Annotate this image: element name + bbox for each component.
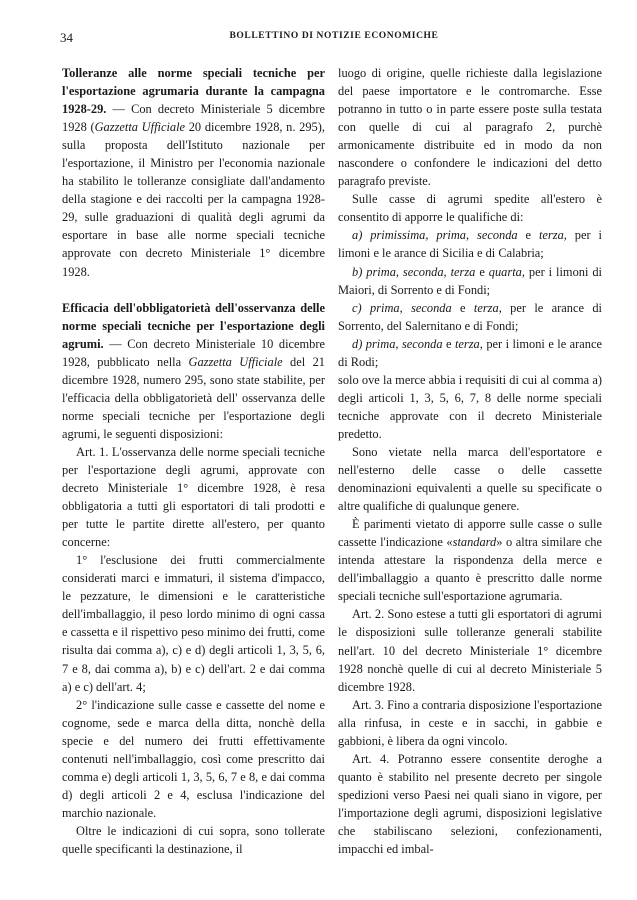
paragraph-origin: luogo di origine, quelle richieste dalla legislazione del paese importatore e le contromarche. Esse potranno in tutto o in parte essere poste sulla testata con quelle di cui al paragrafo 2, purchè armonicamente distribuite ed in modo da non nascondere o confondere le indicazioni del detto paragrafo previste.: [338, 66, 602, 189]
item-qualifiche: prima, seconda: [365, 336, 443, 351]
section-text: — Con decreto Ministeriale 5 dicembre 1928 (: [62, 102, 325, 135]
gazzetta-title: Gazzetta Ufficiale: [188, 354, 283, 369]
item-qualifica: terza,: [538, 228, 567, 243]
gazzetta-title: Gazzetta Ufficiale: [94, 120, 186, 135]
section-title: Efficacia dell'obbligatorietà dell'osservanza delle norme speciali tecniche per l'esportazione degli agrumi.: [62, 300, 325, 351]
qualifica-item-d: [338, 335, 602, 371]
left-column: [62, 64, 325, 858]
point-1: 1° l'esclusione dei frutti commercialmente considerati marci e immaturi, il sistema d'impacco, le pezzature, le dimensioni e le caratteristiche dell'imballaggio, il peso lordo minimo di ogni cassa e cassetta e il rispettivo peso minimo dei frutti, come risulta dai comma a), c) e d) degli articoli 1, 3, 5, 6, 7 e 8, dai comma a), b) e c) dell'art. 2 e dai comma a) e c) dell'art. 4;: [62, 553, 325, 694]
item-conj: e: [451, 300, 474, 315]
article-1: Art. 1. L'osservanza delle norme speciali tecniche per l'esportazione degli agrumi, approvate con decreto Ministeriale 1° dicembre 1928, è resa obbligatoria a tutti gli esportatori di tali prodotti e per tutte le partite dirette all'estero, per quanto concerne:: [62, 444, 325, 550]
item-text: per le arance di Sorrento, del Salernitano e di Fondi;: [338, 300, 602, 333]
item-conj: e: [517, 228, 539, 243]
paragraph-vietate: Sono vietate nella marca dell'esportatore e nell'esterno delle casse o delle cassette denominazioni equivalenti a quelle su specificate o altre qualifiche di qualunque genere.: [338, 444, 602, 514]
item-qualifica: terza,: [454, 336, 483, 351]
article-3: Art. 3. Fino a contraria disposizione l'esportazione alla rinfusa, in ceste e in sacchi, in gabbie e gabbioni, è libera da ogni vincolo.: [338, 697, 602, 748]
paragraph-requisiti: solo ove la merce abbia i requisiti di cui al comma a) degli articoli 1, 3, 5, 6, 7, 8 delle norme speciali tecniche approvate con il decreto Ministeriale predetto.: [338, 372, 602, 441]
page-header: [60, 30, 608, 44]
section-title: Tolleranze alle norme speciali tecniche per l'esportazione agrumaria durante la campagna 1928-29.: [62, 66, 325, 117]
page-number: 34: [60, 30, 73, 45]
section-text: del 21 dicembre 1928, numero 295, sono state stabilite, per l'efficacia della obbligatorietà dell' osservanza delle norme speciali tecniche per l'esportazione degli agrumi, le seguenti disposizioni:: [62, 354, 325, 441]
paragraph-text: » o altra similare che intenda attestare la rispondenza della merce e dell'imballaggio a quanto è prescritto dalle norme speciali tecniche sull'esportazione agrumaria.: [338, 535, 603, 604]
item-qualifiche: primissima, prima, seconda: [370, 228, 518, 243]
item-label: d): [352, 336, 366, 351]
paragraph-qualifiche: Sulle casse di agrumi spedite all'estero è consentito di apporre le qualifiche di:: [338, 192, 602, 225]
item-conj: e: [475, 264, 489, 279]
qualifica-item-b: [338, 263, 602, 299]
item-text: per i limoni e le arance di Sicilia e di Calabria;: [338, 228, 602, 261]
item-conj: e: [442, 336, 455, 351]
section-tolleranze: [62, 64, 325, 281]
item-text: per i limoni e le arance di Rodi;: [338, 336, 602, 369]
section-text: — Con decreto Ministeriale 10 dicembre 1928, pubblicato nella: [62, 336, 325, 369]
qualifica-item-c: [338, 299, 602, 335]
paragraph-text: È parimenti vietato di apporre sulle casse o sulle cassette l'indicazione «: [338, 517, 602, 550]
item-qualifica: terza,: [473, 300, 502, 315]
qualifica-item-a: [338, 226, 602, 262]
item-qualifiche: prima, seconda, terza: [366, 264, 476, 279]
item-label: a): [352, 228, 371, 243]
paragraph-standard: [338, 515, 602, 605]
standard-term: standard: [452, 535, 497, 550]
section-text: 20 dicembre 1928, n. 295), sulla proposta dell'Istituto nazionale per l'esportazione, il Ministro per l'economia nazionale ha stabilito le tolleranze consigliate dall'andamento della stagione e dei raccolti per la campagna 1928-29, sulle graduazioni di qualità degli agrumi da esportare in base alle norme speciali tecniche approvate con decreto Ministeriale 1° dicembre 1928.: [62, 120, 325, 279]
item-label: c): [352, 300, 370, 315]
item-label: b): [352, 264, 367, 279]
item-text: per i limoni di Maiori, di Sorrento e di Fondi;: [338, 264, 602, 297]
running-title: BOLLETTINO DI NOTIZIE ECONOMICHE: [229, 31, 439, 41]
point-2: 2° l'indicazione sulle casse e cassette del nome e cognome, sede e marca della ditta, nonchè della specie e del numero dei frutti effettivamente contenuti nell'imballaggio, così come prescritto dai comma e) degli articoli 1, 3, 5, 6, 7 e 8, e dai comma d) degli articoli 2 e 4, esclusa l'indicazione del marchio nazionale.: [62, 697, 325, 820]
article-4: Art. 4. Potranno essere consentite deroghe a quanto è stabilito nel presente decreto per singole spedizioni verso Paesi nei quali siano in vigore, per l'importazione degli agrumi, disposizioni legislative che stabiliscano selezioni, confezionamenti, impacchi ed imbal-: [338, 751, 602, 857]
right-column: [338, 64, 602, 858]
section-efficacia: [62, 299, 325, 443]
closing-paragraph: Oltre le indicazioni di cui sopra, sono tollerate quelle specificanti la destinazione, il: [62, 823, 325, 856]
item-qualifiche: prima, seconda: [370, 300, 452, 315]
item-qualifica: quarta,: [488, 264, 525, 279]
article-2: Art. 2. Sono estese a tutti gli esportatori di agrumi le disposizioni sulle tolleranze generali stabilite nell'art. 10 del decreto Ministeriale 1° dicembre 1928 nonchè quelle di cui al decreto Ministeriale 5 dicembre 1928.: [338, 607, 602, 694]
